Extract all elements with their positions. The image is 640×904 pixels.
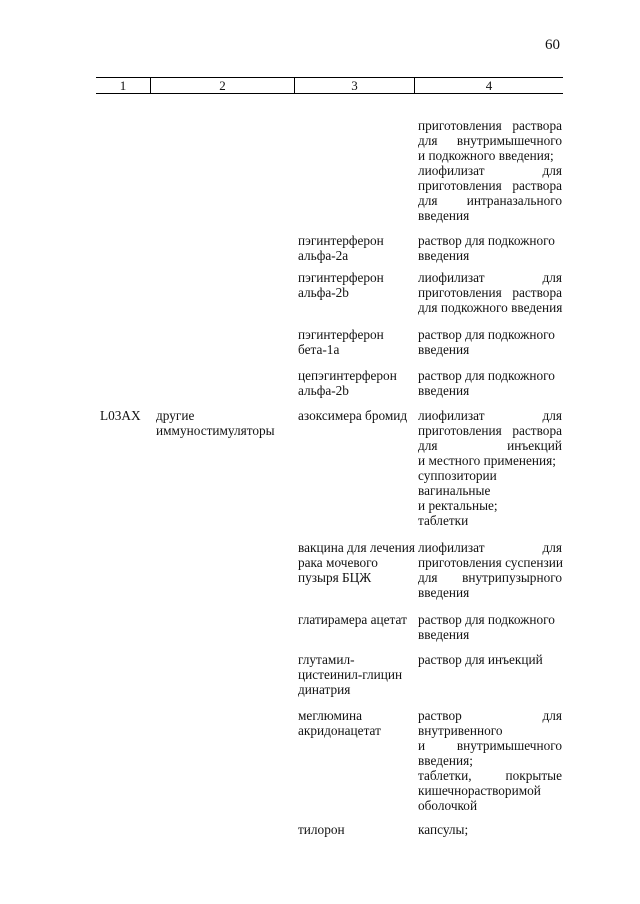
form-line: [418, 408, 562, 423]
form-line: [418, 133, 562, 148]
drug-name-line: пузыря БЦЖ: [298, 570, 372, 585]
form-line: [418, 652, 562, 667]
form-word: для: [542, 408, 562, 423]
dosage-forms: [418, 327, 562, 357]
form-word: кишечнорастворимой: [418, 783, 541, 798]
drug-name: [298, 408, 412, 423]
form-word: раствор для подкожного: [418, 368, 555, 383]
form-word: для: [418, 193, 438, 208]
dosage-forms: [418, 408, 562, 528]
dosage-forms: [418, 270, 562, 315]
form-word: оболочкой: [418, 798, 478, 813]
form-line: [418, 585, 562, 600]
group-name: [156, 408, 288, 438]
form-word: для: [542, 708, 562, 723]
form-word: внутривенного: [418, 723, 503, 738]
form-word: внутрипузырного: [462, 570, 562, 585]
drug-name-line: азоксимера бромид: [298, 408, 408, 423]
form-word: введения: [418, 585, 470, 600]
form-line: [418, 738, 562, 753]
form-line: [418, 118, 562, 133]
drug-name-line: меглюмина: [298, 708, 363, 723]
form-word: введения: [418, 383, 470, 398]
form-word: для: [542, 540, 562, 555]
drug-name-line: пэгинтерферон: [298, 327, 384, 342]
form-line: [418, 798, 562, 813]
drug-name-line: пэгинтерферон: [298, 233, 384, 248]
form-word: приготовления: [418, 118, 502, 133]
dosage-forms: [418, 540, 562, 600]
drug-name-line: рака мочевого: [298, 555, 378, 570]
form-line: [418, 468, 562, 483]
form-word: лиофилизат: [418, 163, 485, 178]
drug-name: [298, 652, 412, 697]
drug-name: [298, 540, 416, 585]
form-line: [418, 783, 562, 798]
form-line: [418, 342, 562, 357]
form-line: [418, 383, 562, 398]
form-line: [418, 248, 562, 263]
form-line: [418, 327, 562, 342]
form-line: [418, 612, 562, 627]
form-word: для подкожного введения: [418, 300, 563, 315]
form-word: для: [418, 133, 438, 148]
dosage-forms: [418, 708, 562, 813]
drug-name-line: глутамил-: [298, 652, 355, 667]
form-word: раствор для инъекций: [418, 652, 543, 667]
form-word: суппозитории: [418, 468, 497, 483]
form-word: приготовления суспензии: [418, 555, 563, 570]
atc-code: L03AX: [100, 408, 141, 423]
dosage-forms: [418, 233, 562, 263]
drug-name-line: альфа-2b: [298, 383, 349, 398]
form-word: введения: [418, 627, 470, 642]
form-line: [418, 178, 562, 193]
drug-name: [298, 822, 412, 837]
drug-name-line: бета-1а: [298, 342, 340, 357]
form-word: раствор для подкожного: [418, 327, 555, 342]
form-word: покрытые: [505, 768, 562, 783]
drug-name-line: вакцина для лечения: [298, 540, 416, 555]
form-word: и подкожного введения;: [418, 148, 554, 163]
form-line: [418, 208, 562, 223]
form-word: лиофилизат: [418, 540, 485, 555]
table-header: [96, 77, 563, 94]
form-line: [418, 753, 562, 768]
form-word: инъекций: [507, 438, 562, 453]
dosage-forms: [418, 368, 562, 398]
form-word: введения: [418, 248, 470, 263]
drug-name-line: акридонацетат: [298, 723, 381, 738]
form-word: раствор для подкожного: [418, 233, 555, 248]
form-line: [418, 768, 562, 783]
form-word: раствор: [418, 708, 462, 723]
form-word: для: [418, 438, 438, 453]
form-word: приготовления: [418, 178, 502, 193]
form-line: [418, 300, 562, 315]
drug-name-line: пэгинтерферон: [298, 270, 384, 285]
form-line: [418, 570, 562, 585]
form-word: введения: [418, 208, 470, 223]
form-word: раствора: [512, 423, 562, 438]
dosage-forms: [418, 612, 562, 642]
header-col-1: 1: [119, 78, 127, 93]
form-line: [418, 627, 562, 642]
drug-name-line: динатрия: [298, 682, 351, 697]
form-word: и ректальные;: [418, 498, 498, 513]
form-line: [418, 483, 562, 498]
drug-name: [298, 327, 412, 357]
group-name-line: другие: [156, 408, 195, 423]
form-word: приготовления: [418, 423, 502, 438]
drug-name: [298, 270, 412, 300]
form-line: [418, 540, 562, 555]
form-line: [418, 368, 562, 383]
group-name-line: иммуностимуляторы: [156, 423, 275, 438]
drug-name: [298, 233, 412, 263]
form-line: [418, 708, 562, 723]
form-word: раствора: [512, 118, 562, 133]
form-line: [418, 270, 562, 285]
form-word: приготовления: [418, 285, 502, 300]
form-word: вагинальные: [418, 483, 491, 498]
form-word: лиофилизат: [418, 408, 485, 423]
form-word: капсулы;: [418, 822, 469, 837]
form-line: [418, 498, 562, 513]
drug-name: [298, 368, 412, 398]
drug-name-line: альфа-2b: [298, 285, 349, 300]
form-word: и: [418, 738, 426, 753]
drug-name: [298, 708, 412, 738]
form-word: введения;: [418, 753, 473, 768]
form-word: введения: [418, 342, 470, 357]
drug-name-line: тилорон: [298, 822, 345, 837]
form-line: [418, 148, 562, 163]
form-word: интраназального: [466, 193, 562, 208]
header-col-3: 3: [351, 78, 358, 93]
form-line: [418, 193, 562, 208]
page-number: 60: [545, 37, 560, 53]
form-line: [418, 233, 562, 248]
drug-name-line: альфа-2а: [298, 248, 349, 263]
form-word: раствор для подкожного: [418, 612, 555, 627]
form-word: раствора: [512, 285, 562, 300]
header-col-2: 2: [219, 78, 226, 93]
form-word: и местного применения;: [418, 453, 556, 468]
form-word: внутримышечного: [456, 738, 562, 753]
form-line: [418, 285, 562, 300]
form-word: внутримышечного: [456, 133, 562, 148]
drug-name: [298, 612, 412, 627]
form-line: [418, 513, 562, 528]
dosage-forms: [418, 822, 562, 837]
form-word: таблетки,: [418, 768, 472, 783]
form-line: [418, 163, 562, 178]
dosage-forms: [418, 652, 562, 667]
header-col-4: 4: [485, 78, 493, 93]
form-line: [418, 438, 562, 453]
form-word: раствора: [512, 178, 562, 193]
form-word: для: [542, 270, 562, 285]
drug-name-line: глатирамера ацетат: [298, 612, 407, 627]
form-line: [418, 423, 562, 438]
form-word: для: [418, 570, 438, 585]
form-line: [418, 822, 562, 837]
form-line: [418, 555, 562, 570]
form-word: лиофилизат: [418, 270, 485, 285]
drug-name-line: цепэгинтерферон: [298, 368, 397, 383]
form-word: для: [542, 163, 562, 178]
form-line: [418, 723, 562, 738]
drug-name-line: цистеинил-глицин: [298, 667, 403, 682]
form-line: [418, 453, 562, 468]
dosage-forms: [418, 118, 562, 223]
form-word: таблетки: [418, 513, 469, 528]
